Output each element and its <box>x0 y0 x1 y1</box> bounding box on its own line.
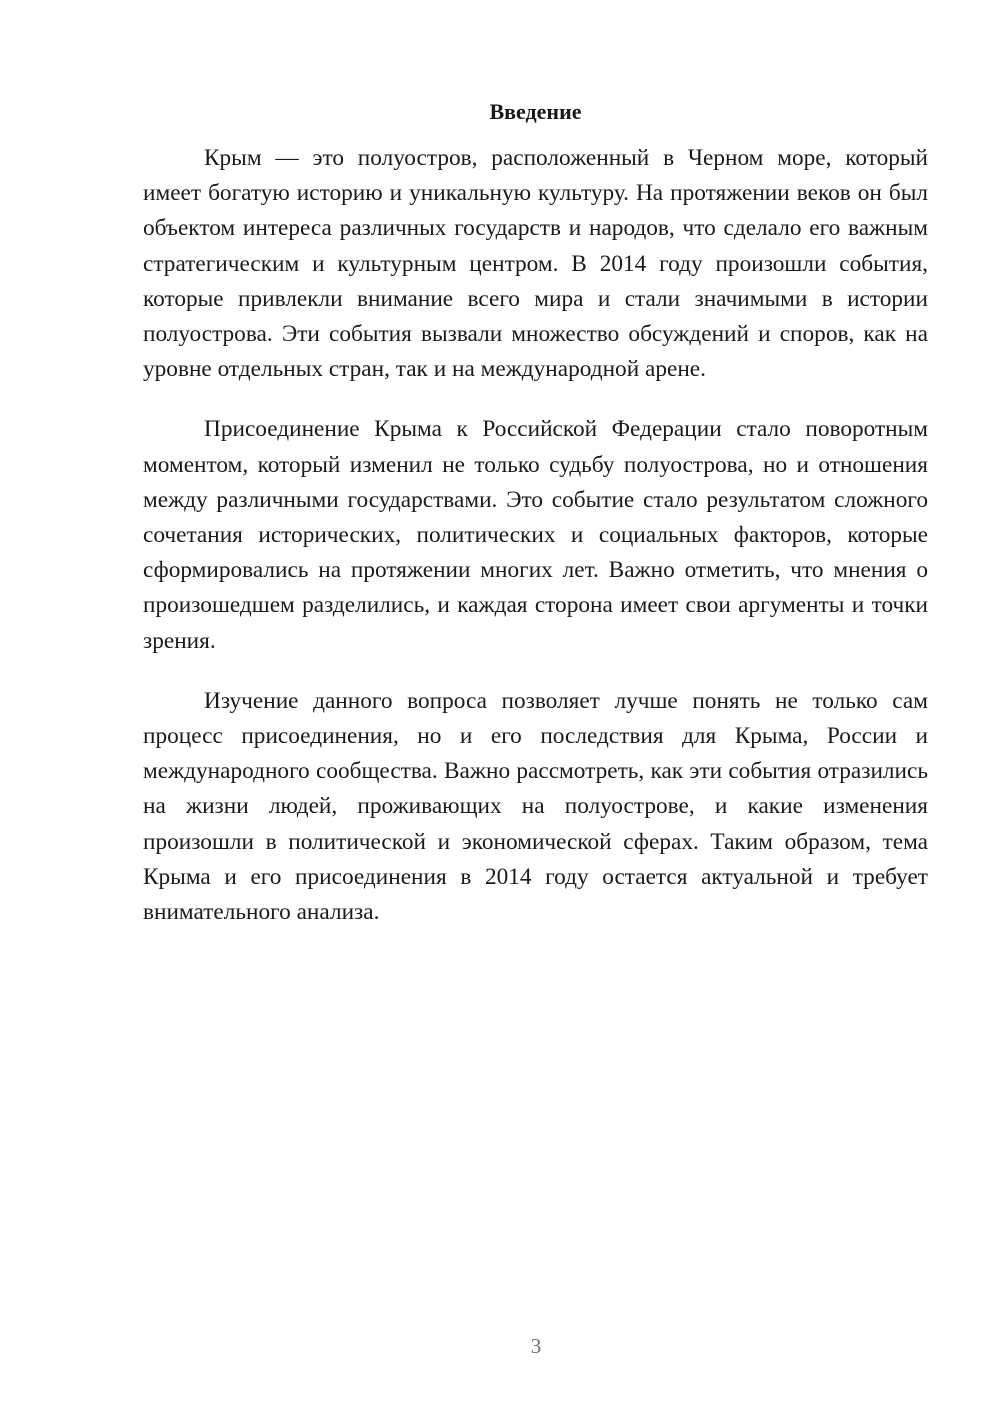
paragraph-2: Присоединение Крыма к Российской Федерации стало поворотным моментом, который изменил не только судьбу полуострова, но и отношения между различными государствами. Это событие стало результатом сложного сочетания исторических, политических и социальных факторов, которые сформировались на протяжении многих лет. Важно отметить, что мнения о произошедшем разделились, и каждая сторона имеет свои аргументы и точки зрения. <box>143 416 928 654</box>
page-number: 3 <box>530 1334 542 1358</box>
section-title: Введение <box>489 99 582 124</box>
body-text <box>143 141 928 955</box>
paragraph-1: Крым — это полуостров, расположенный в Черном море, который имеет богатую историю и уникальную культуру. На протяжении веков он был объектом интереса различных государств и народов, что сделало его важным стратегическим и культурным центром. В 2014 году произошли события, которые привлекли внимание всего мира и стали значимыми в истории полуострова. Эти события вызвали множество обсуждений и споров, как на уровне отдельных стран, так и на международной арене. <box>143 145 928 383</box>
paragraph-3: Изучение данного вопроса позволяет лучше понять не только сам процесс присоединения, но и его последствия для Крыма, России и международного сообщества. Важно рассмотреть, как эти события отразились на жизни людей, проживающих на полуострове, и какие изменения произошли в политической и экономической сферах. Таким образом, тема Крыма и его присоединения в 2014 году остается актуальной и требует внимательного анализа. <box>143 687 928 926</box>
